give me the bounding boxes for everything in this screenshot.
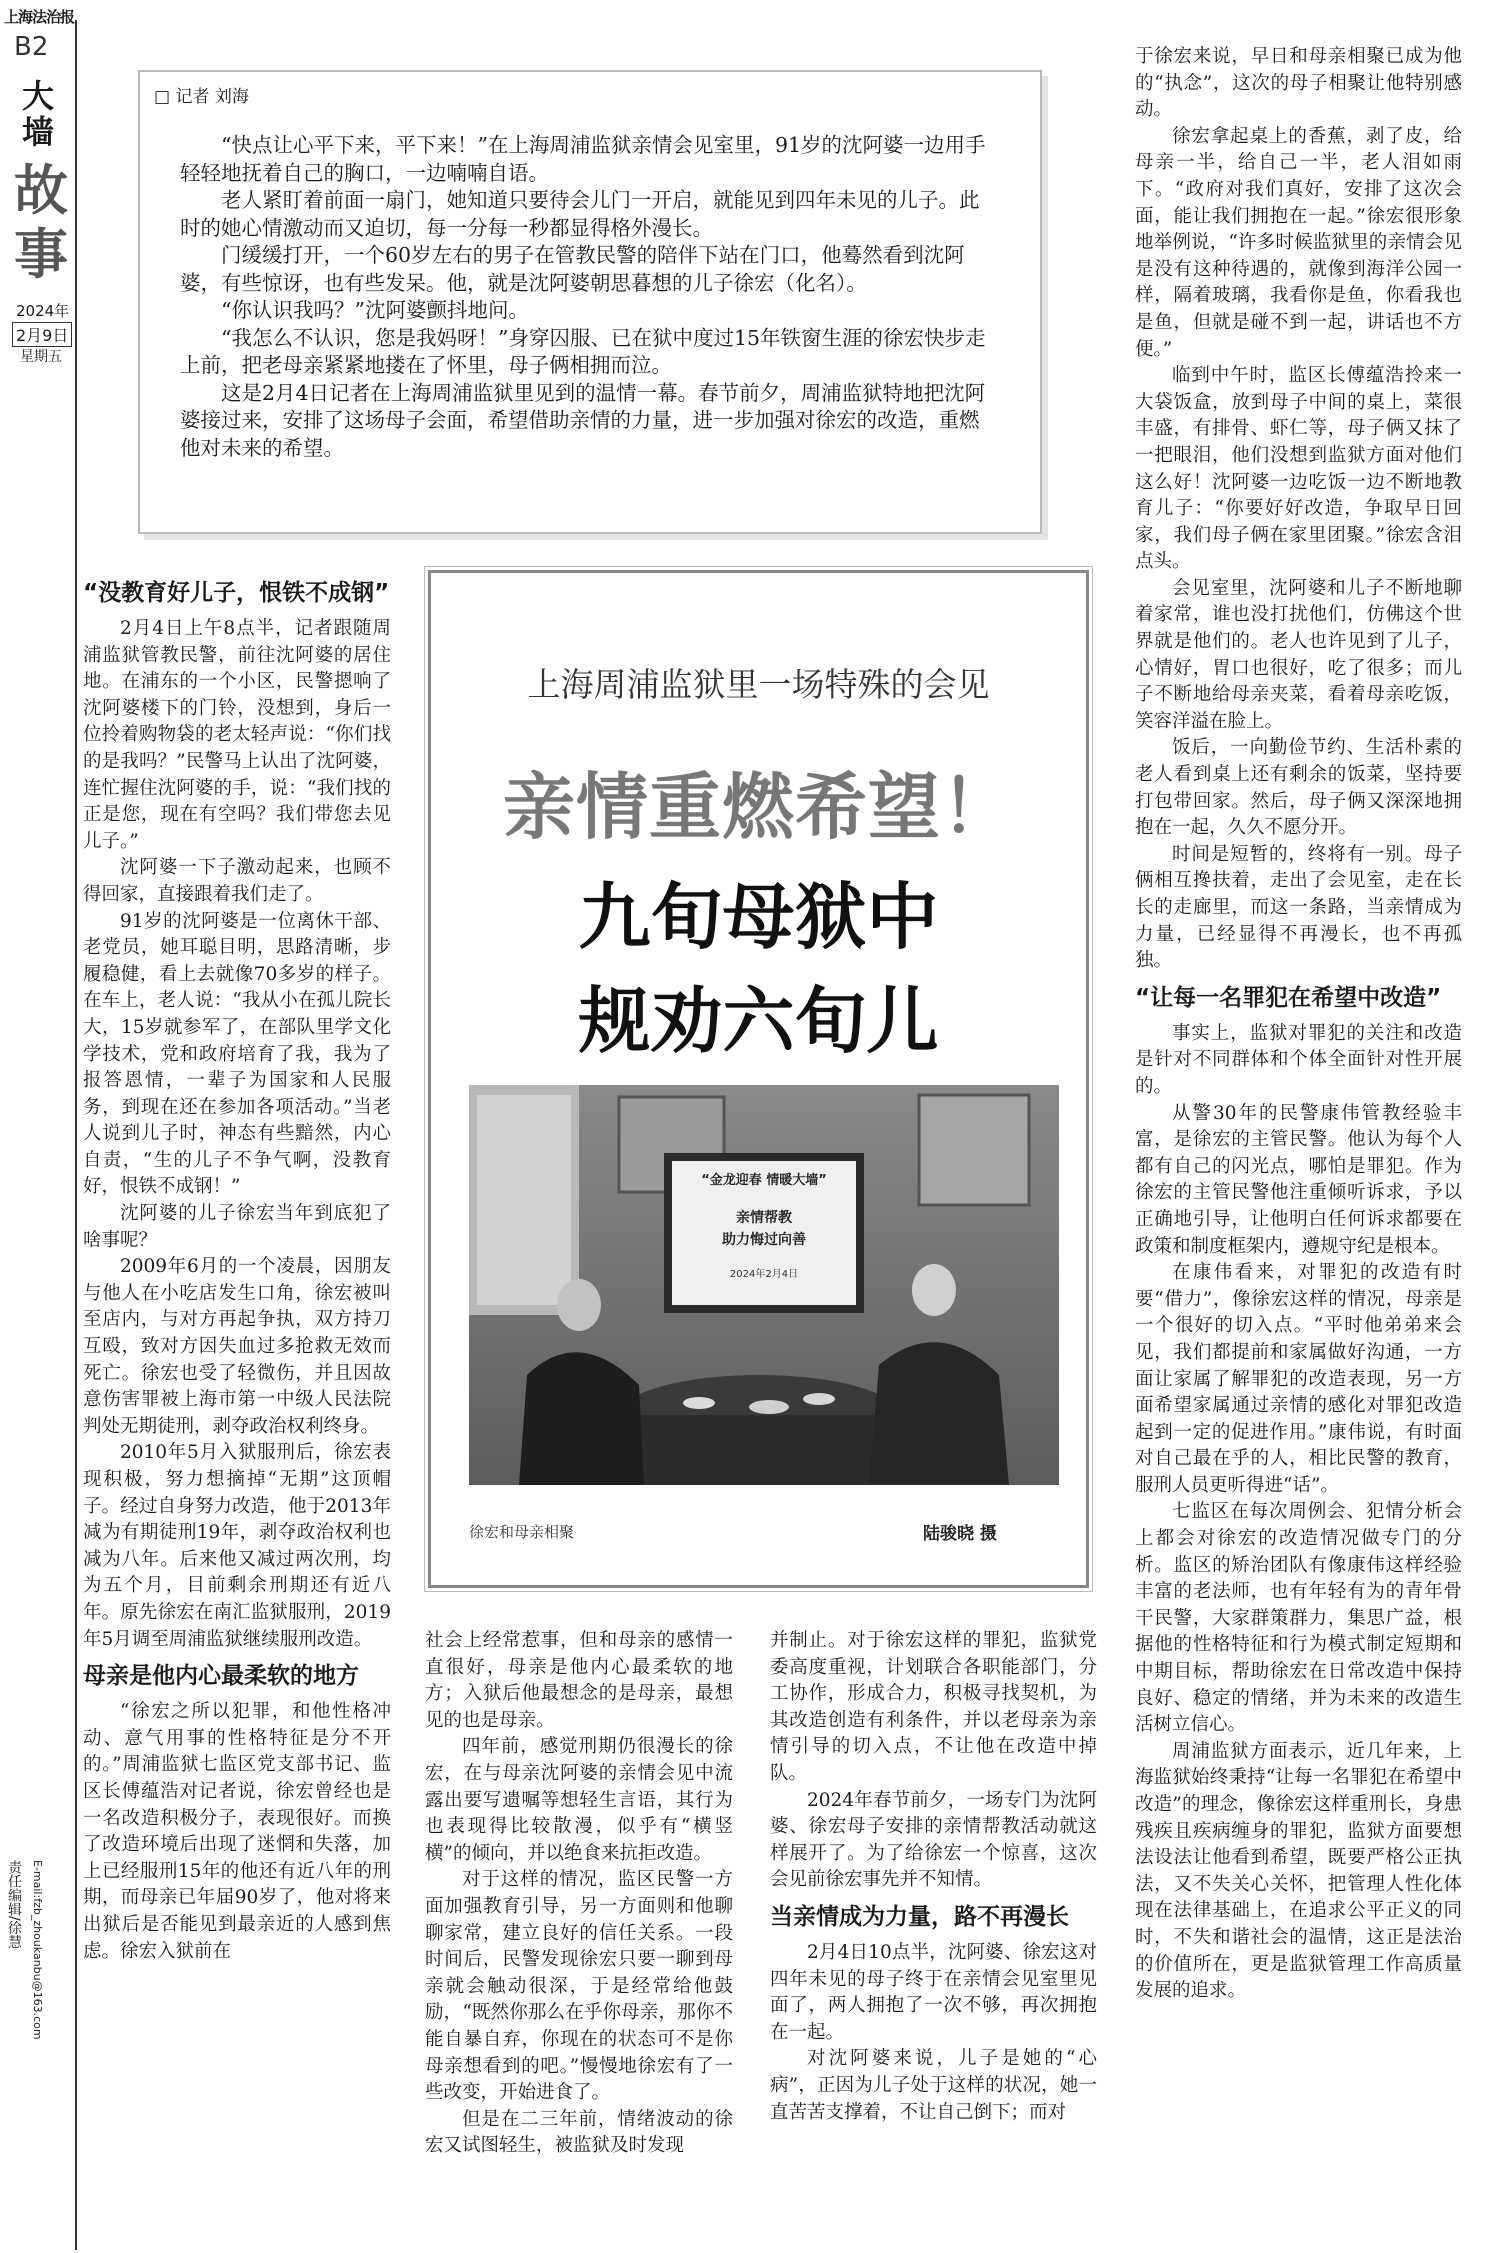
article-paragraph: 临到中午时，监区长傅蕴浩拎来一大袋饭盒，放到母子中间的桌上，菜很丰盛，有排骨、虾仁等，母子俩又抹了一把眼泪，他们没想到监狱方面对他们这么好！沈阿婆一边吃饭一边不断地教育儿子：“你要好好改造，争取早日回家，我们母子俩在家里团聚。”徐宏含泪点头。 [1135,365,1462,573]
intro-box [138,70,1042,534]
headline-sub-2: 规劝六旬儿 [578,979,939,1063]
article-paragraph: 时间是短暂的，终将有一别。母子俩相互搀扶着，走出了会见室，走在长长的走廊里，而这一条路，当亲情成为力量，已经显得不再漫长，也不再孤独。 [1135,843,1462,972]
article-paragraph: 饭后，一向勤俭节约、生活朴素的老人看到桌上还有剩余的饭菜，坚持要打包带回家。然后，母子俩又深深地拥抱在一起，久久不愿分开。 [1135,737,1462,839]
section-heading [83,576,391,610]
article-paragraph: 从警30年的民警康伟管教经验丰富，是徐宏的主管民警。他认为每个人都有自己的闪光点，哪怕是罪犯。作为徐宏的主管民警他注重倾听诉求，予以正确地引导，让他明白任何诉求都要在政策和制度框架内，遵规守纪是根本。 [1135,1102,1462,1257]
article-paragraph: 会见室里，沈阿婆和儿子不断地聊着家常，谁也没打扰他们，仿佛这个世界就是他们的。老人也许见到了儿子，心情好，胃口也很好，吃了很多；而儿子不断地给母亲夹菜，看着母亲吃饭，笑容洋溢在脸上。 [1135,577,1462,732]
article-column-1 [83,570,391,1965]
article-paragraph: 2月4日10点半，沈阿婆、徐宏这对四年未见的母子终于在亲情会见室里见面了，两人拥抱了一次不够，再次拥抱在一起。 [770,1941,1097,2043]
article-paragraph: 对沈阿婆来说，儿子是她的“心病”，正因为儿子处于这样的状况，她一直苦苦支撑着，不让自己倒下；而对 [770,2048,1097,2123]
photo-caption: 徐宏和母亲相聚 [469,1523,575,1541]
intro-paragraph: “我怎么不认识，您是我妈呀！”身穿囚服、已在狱中度过15年铁窗生涯的徐宏快步走上前，把老母亲紧紧地搂在了怀里，母子俩相拥而泣。 [180,325,986,377]
section-heading-text: 母亲是他内心最柔软的地方 [83,1663,359,1690]
byline: □ 记者 刘海 [154,87,249,107]
screen-banner-line3: 助力悔过向善 [722,1232,806,1248]
section-heading [1135,981,1462,1015]
article-paragraph: 七监区在每次周例会、犯情分析会上都会对徐宏的改造情况做专门的分析。监区的矫治团队有像康伟这样经验丰富的老法师，也有年轻有为的青年骨干民警，大家群策群力，集思广益，根据他的性格特征和行为模式制定短期和中期目标，帮助徐宏在日常改造中保持良好、稳定的情绪，并为未来的改造生活树立信心。 [1135,1501,1462,1736]
screen-banner-line2: 亲情帮教 [736,1210,792,1226]
issue-date: 2月9日 [12,322,72,347]
article-paragraph: 沈阿婆一下子激动起来，也顾不得回家，直接跟着我们走了。 [83,857,391,905]
article-paragraph: 对于这样的情况，监区民警一方面加强教育引导，另一方面则和他聊聊家常，建立良好的信任关系。一段时间后，民警发现徐宏只要一聊到母亲就会触动很深，于是经常给他鼓励，“既然你那么在乎你母亲，那你不能自暴自弃，你现在的状态可不是你母亲想看到的吧。”慢慢地徐宏有了一些改变，开始进食了。 [425,1869,733,2104]
editor-email: E-mail:fzb_zhoukanbu@163.com [31,1860,44,2040]
article-paragraph: 2024年春节前夕，一场专门为沈阿婆、徐宏母子安排的亲情帮教活动就这样展开了。为了给徐宏一个惊喜，这次会见前徐宏事先并不知情。 [770,1789,1097,1891]
news-photo [469,1085,1059,1485]
intro-paragraph: “快点让心平下来，平下来！”在上海周浦监狱亲情会见室里，91岁的沈阿婆一边用手轻轻地抚着自己的胸口，一边喃喃自语。 [180,133,986,185]
photo-credit: 陆骏晓 摄 [923,1524,997,1544]
article-paragraph: 事实上，监狱对罪犯的关注和改造是针对不同群体和个体全面针对性开展的。 [1135,1022,1462,1097]
section-heading-text: 当亲情成为力量，路不再漫长 [770,1903,1069,1930]
section-heading [770,1900,1097,1934]
intro-paragraph: 老人紧盯着前面一扇门，她知道只要待会儿门一开启，就能见到四年未见的儿子。此时的她心情激动而又迫切，每一分每一秒都显得格外漫长。 [180,188,980,240]
headline-kicker: 上海周浦监狱里一场特殊的会见 [527,665,990,704]
section-heading-text: “让每一名罪犯在希望中改造” [1135,984,1442,1011]
headline-box [428,570,1089,1588]
article-paragraph: 徐宏拿起桌上的香蕉，剥了皮，给母亲一半，给自己一半，老人泪如雨下。“政府对我们真好，安排了这次会面，能让我们拥抱在一起。”徐宏很形象地举例说，“许多时候监狱里的亲情会见是没有这种待遇的，就像到海洋公园一样，隔着玻璃，我看你是鱼，你看我也是鱼，但就是碰不到一起，讲话也不方便。” [1135,125,1462,360]
intro-paragraph: 门缓缓打开，一个60岁左右的男子在管教民警的陪伴下站在门口，他蓦然看到沈阿婆，有些惊讶，也有些发呆。他，就是沈阿婆朝思暮想的儿子徐宏（化名）。 [180,243,965,295]
article-paragraph: 2月4日上午8点半，记者跟随周浦监狱管教民警，前往沈阿婆的居住地。在浦东的一个小区，民警摁响了沈阿婆楼下的门铃，没想到，身后一位拎着购物袋的老太轻声说：“你们找的是我吗？”民警马上认出了沈阿婆，连忙握住沈阿婆的手，说：“我们找的正是您，现在有空吗？我们带您去见儿子。” [83,618,391,852]
issue-year: 2024年 [16,302,70,320]
article-paragraph: 在康伟看来，对罪犯的改造有时要“借力”，像徐宏这样的情况，母亲是一个很好的切入点。“平时他弟弟来会见，我们都提前和家属做好沟通，一方面让家属了解罪犯的改造表现，另一方面希望家属通过亲情的感化对罪犯改造起到一定的促进作用。”康伟说，有时面对自己最在乎的人，相比民警的教育，服刑人员更听得进“话”。 [1135,1262,1462,1496]
headline-main: 亲情重燃希望！ [502,765,1014,849]
masthead-logo: 上海法治报 [4,8,75,26]
article-paragraph: 社会上经常惹事，但和母亲的感情一直很好，母亲是他内心最柔软的地方；入狱后他最想念的是母亲，最想见的也是母亲。 [425,1630,733,1731]
rail-divider [75,20,77,2250]
article-paragraph: 2009年6月的一个凌晨，因朋友与他人在小吃店发生口角，徐宏被叫至店内，与对方再起争执，双方持刀互殴，致对方因失血过多抢救无效而死亡。徐宏也受了轻微伤，并且因故意伤害罪被上海市第一中级人民法院判处无期徒刑，剥夺政治权利终身。 [83,1256,391,1437]
article-paragraph: 沈阿婆的儿子徐宏当年到底犯了啥事呢？ [83,1203,391,1251]
responsible-editor: 责任编辑/徐慧 [6,1860,22,1949]
headline-sub-1: 九旬母狱中 [578,875,939,959]
article-paragraph: 于徐宏来说，早日和母亲相聚已成为他的“执念”，这次的母子相聚让他特别感动。 [1135,46,1462,121]
article-paragraph: “徐宏之所以犯罪，和他性格冲动、意气用事的性格特征是分不开的。”周浦监狱七监区党支部书记、监区长傅蕴浩对记者说，徐宏曾经也是一名改造积极分子，表现很好。而换了改造环境后出现了迷惘和失落，加上已经服刑15年的他还有近八年的刑期，而母亲已年届90岁了，他对将来出狱后是否能见到最亲近的人感到焦虑。徐宏入狱前在 [83,1701,391,1962]
page-number: B2 [14,32,49,62]
article-column-3 [770,1628,1097,2126]
section-heading-text: “没教育好儿子，恨铁不成钢” [83,580,390,606]
article-paragraph: 并制止。对于徐宏这样的罪犯，监狱党委高度重视，计划联合各职能部门，分工协作，形成合力，积极寻找契机，为其改造创造有利条件，并以老母亲为亲情引导的切入点，不让他在改造中掉队。 [770,1630,1097,1784]
article-column-4 [1135,44,1462,2005]
intro-paragraph: 这是2月4日记者在上海周浦监狱里见到的温情一幕。春节前夕，周浦监狱特地把沈阿婆接过来，安排了这场母子会面，希望借助亲情的力量，进一步加强对徐宏的改造，重燃他对未来的希望。 [180,380,986,460]
article-paragraph: 2010年5月入狱服刑后，徐宏表现积极，努力想摘掉“无期”这顶帽子。经过自身努力改造，他于2013年减为有期徒刑19年，剥夺政治权利也减为八年。后来他又减过两次刑，均为五个月，目前剩余刑期还有近八年。原先徐宏在南汇监狱服刑，2019年5月调至周浦监狱继续服刑改造。 [83,1442,391,1650]
photo-illustration [469,1085,1059,1485]
article-paragraph: 四年前，感觉刑期仍很漫长的徐宏，在与母亲沈阿婆的亲情会见中流露出要写遗嘱等想轻生言语，其行为也表现得比较散漫，似乎有“横竖横”的倾向，并以绝食来抗拒改造。 [425,1736,733,1864]
section-title-line2: 故事 [14,158,68,286]
issue-weekday: 星期五 [20,349,62,365]
article-paragraph: 但是在二三年前，情绪波动的徐宏又试图轻生，被监狱及时发现 [425,2108,733,2157]
article-column-2 [425,1628,733,2160]
section-title-line1: 大墙 [22,77,55,151]
section-heading [83,1659,391,1693]
screen-banner-title: “金龙迎春 情暖大墙” [701,1173,827,1188]
screen-banner-date: 2024年2月4日 [729,1269,799,1280]
article-paragraph: 91岁的沈阿婆是一位离休干部、老党员，她耳聪目明，思路清晰，步履稳健，看上去就像70多岁的样子。在车上，老人说：“我从小在孤儿院长大，15岁就参军了，在部队里学文化学技术，党和政府培育了我，我为了报答恩情，一辈子为国家和人民服务，到现在还在参加各项活动。”当老人说到儿子时，神态有些黯然，内心自责，“生的儿子不争气啊，没教育好，恨铁不成钢！” [83,910,391,1198]
intro-paragraph: “你认识我吗？”沈阿婆颤抖地问。 [221,298,529,322]
intro-text [180,132,998,462]
article-paragraph: 周浦监狱方面表示，近几年来，上海监狱始终秉持“让每一名罪犯在希望中改造”的理念，像徐宏这样重刑长，身患残疾且疾病缠身的罪犯，监狱方面要想法设法让他看到希望，既要严格公正执法，又不失关心关怀，把管理人性化体现在法律基础上，在追求公平正义的同时，不失和谐社会的温情，这正是法治的价值所在，更是监狱管理工作高质量发展的追求。 [1135,1740,1462,2002]
